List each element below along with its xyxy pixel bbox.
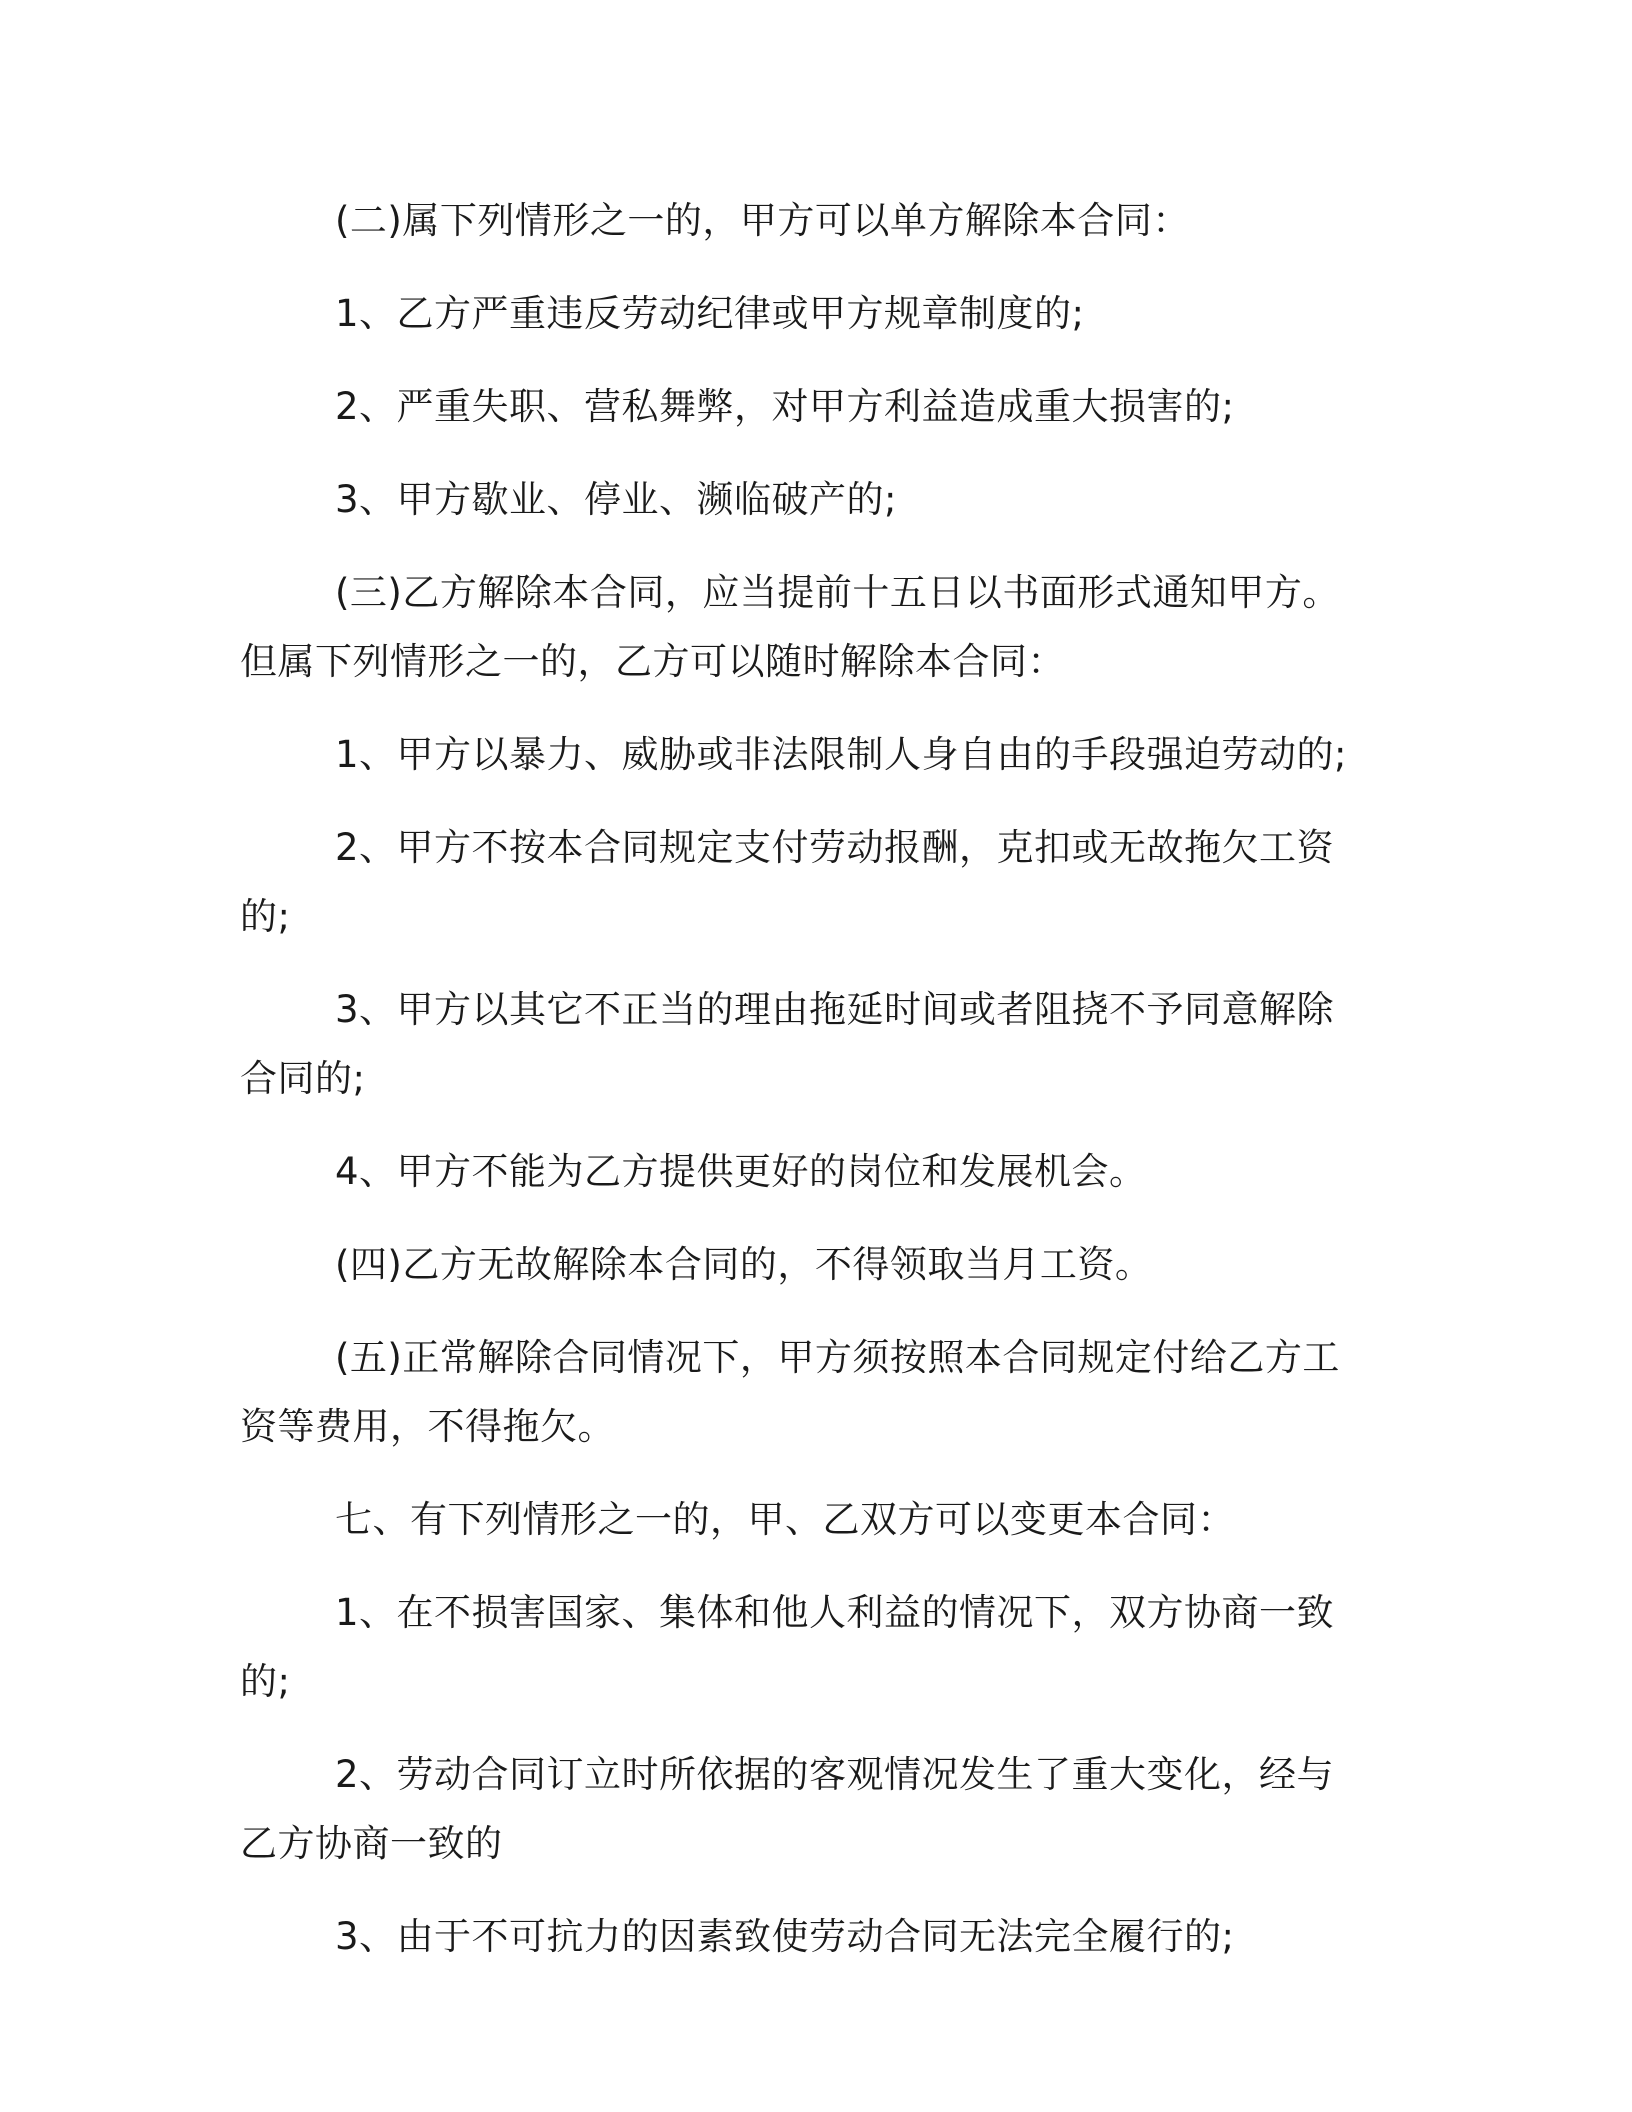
paragraph-item: 1、甲方以暴力、威胁或非法限制人身自由的手段强迫劳动的; [335,733,1348,776]
document-body [240,186,1370,1995]
paragraph-unjustified-termination: (四)乙方无故解除本合同的，不得领取当月工资。 [335,1243,1153,1286]
paragraph-item: 3、甲方歇业、停业、濒临破产的; [335,478,898,521]
paragraph-termination-by-party-b: (三)乙方解除本合同，应当提前十五日以书面形式通知甲方。但属下列情形之一的，乙方可以随时解除本合同： [240,571,1340,683]
section-heading-contract-modification: 七、有下列情形之一的，甲、乙双方可以变更本合同： [335,1498,1235,1541]
paragraph-termination-by-party-a: (二)属下列情形之一的，甲方可以单方解除本合同： [335,199,1190,242]
paragraph-item: 3、由于不可抗力的因素致使劳动合同无法完全履行的; [335,1915,1235,1958]
paragraph-item: 2、严重失职、营私舞弊，对甲方利益造成重大损害的; [335,385,1235,428]
paragraph-item: 3、甲方以其它不正当的理由拖延时间或者阻挠不予同意解除合同的; [240,988,1335,1100]
paragraph-item: 1、乙方严重违反劳动纪律或甲方规章制度的; [335,292,1085,335]
paragraph-item: 2、劳动合同订立时所依据的客观情况发生了重大变化，经与乙方协商一致的 [240,1753,1335,1865]
paragraph-normal-termination: (五)正常解除合同情况下，甲方须按照本合同规定付给乙方工资等费用，不得拖欠。 [240,1336,1340,1448]
paragraph-item: 4、甲方不能为乙方提供更好的岗位和发展机会。 [335,1150,1147,1193]
paragraph-item: 1、在不损害国家、集体和他人利益的情况下，双方协商一致的; [240,1591,1335,1703]
paragraph-item: 2、甲方不按本合同规定支付劳动报酬，克扣或无故拖欠工资的; [240,826,1335,938]
